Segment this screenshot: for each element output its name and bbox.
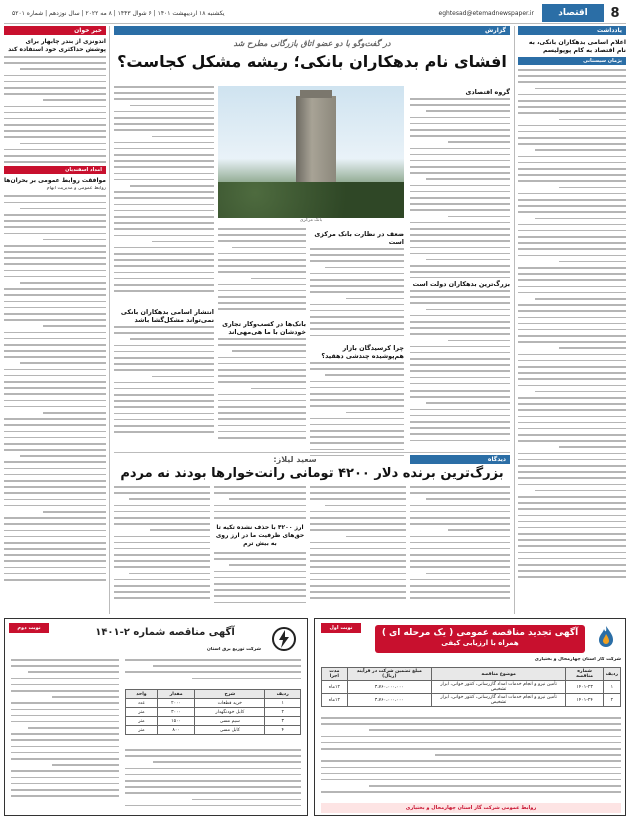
col-subject: موضوع مناقصه bbox=[431, 668, 565, 681]
dateline-row bbox=[4, 10, 542, 17]
col-unit: واحد bbox=[126, 690, 158, 699]
ad-left-body bbox=[11, 659, 119, 809]
second-body-col3b bbox=[214, 552, 306, 610]
main-body-col2 bbox=[310, 228, 404, 448]
opinion-body bbox=[518, 69, 626, 609]
news-headline-2: موافقت روابط عمومی بر بحران‌ها bbox=[4, 177, 106, 184]
col-tender: شماره مناقصه bbox=[566, 668, 603, 681]
main-headline: افشای نام بدهکاران بانکی؛ ریشه مشکل کجاست؟ bbox=[117, 52, 507, 71]
ad-right-table bbox=[321, 667, 621, 707]
main-body-col4 bbox=[114, 86, 214, 448]
pull-quote: ارز ۴۲۰۰ با حذف نشده تکیه تا حق‌های ظرفیت ما در ارز روی به بیش ترم bbox=[215, 524, 305, 547]
second-body-col4 bbox=[114, 486, 210, 610]
electric-logo-icon bbox=[267, 625, 301, 653]
col-time: مدت اجرا bbox=[322, 668, 348, 681]
masthead-bar bbox=[4, 4, 626, 22]
table-row: ۱ ۱۴۰۱-۲۳ تأمین نیرو و انجام خدمات امداد گازرسانی، کنتور خوانی، ابزار تشخیص ۳،۷۶۰،۰۰۰،۰۰۰ ۱۲ماه bbox=[322, 681, 621, 694]
main-body-col1b bbox=[410, 390, 510, 446]
main-story-label: گزارش bbox=[114, 26, 510, 35]
news-column bbox=[4, 26, 106, 614]
col-qty: مقدار bbox=[157, 690, 194, 699]
column-rule bbox=[514, 26, 515, 614]
opinion-author: پژمان سیستانی bbox=[518, 57, 626, 65]
second-body-col1 bbox=[410, 486, 510, 610]
ad-right-company: شرکت گاز استان چهارمحال و بختیاری bbox=[534, 657, 621, 662]
gas-flame-logo-icon bbox=[591, 623, 621, 649]
main-subhead-5: انتشار اسامی بدهکاران بانکی نمی‌تواند مشکل‌گشا باشد bbox=[120, 308, 214, 324]
table-row: ۱ خرید قطعات ۲۰۰۰ عدد bbox=[126, 699, 301, 708]
ad-right-title2: همراه با ارزیابی کیفی bbox=[441, 639, 519, 647]
section-label: اقتصاد bbox=[542, 4, 604, 22]
ad-left-company: شرکت توزیع برق استان bbox=[206, 647, 261, 652]
opinion-headline: اعلام اسامی بدهکاران بانکی، به نام اقتصاد به کام پوپولیسم bbox=[528, 39, 626, 54]
second-kicker: سعید لیلاز: bbox=[273, 455, 317, 464]
main-subhead-3: چرا کرسیدگان بازار هم‌پوشیده چندشی دهقید؟ bbox=[321, 344, 404, 360]
ad-right-badge: نوبت اول bbox=[321, 623, 361, 633]
main-kicker: در گفت‌وگو با دو عضو اتاق بازرگانی مطرح شد bbox=[233, 39, 391, 48]
column-rule-left bbox=[109, 26, 110, 614]
ad-right-body bbox=[321, 717, 621, 801]
bank-photo bbox=[218, 86, 404, 218]
ad-right-title1: آگهی تجدید مناقصه عمومی ( یک مرحله ای ) bbox=[381, 628, 579, 638]
main-body-col1 bbox=[410, 86, 510, 386]
main-story bbox=[114, 26, 510, 71]
table-row: ۲ کابل خودنگهدار ۳۰۰۰ متر bbox=[126, 708, 301, 717]
tender-ad-gas bbox=[314, 618, 626, 816]
news-sub-2: روابط عمومی و مدیریت ابهام bbox=[46, 186, 106, 191]
ad-left-title: آگهی مناقصه شماره ۲-۱۴۰۱ bbox=[95, 627, 235, 638]
col-desc: شرح bbox=[195, 690, 265, 699]
table-row: ۳ سیم مسی ۱۵۰۰ متر bbox=[126, 717, 301, 726]
ad-right-banner bbox=[375, 625, 585, 653]
main-body-col3 bbox=[218, 228, 306, 448]
top-divider bbox=[4, 23, 626, 24]
opinion-label: یادداشت bbox=[518, 26, 626, 35]
main-subhead-2: بزرگ‌ترین بدهکاران دولت است bbox=[412, 280, 510, 288]
news-headline-1: اندونزی از بندر چابهار برای پوشش حداکثری خود استفاده کند bbox=[8, 38, 106, 53]
second-story-label: دیدگاه bbox=[410, 455, 510, 464]
second-label-wrap bbox=[410, 455, 510, 464]
table-row: ۴ کابل مسی ۸۰۰ متر bbox=[126, 726, 301, 735]
trees bbox=[218, 182, 404, 218]
second-body-col3 bbox=[214, 486, 306, 522]
news-label-2: امداد اسفندیان bbox=[4, 166, 106, 174]
photo-caption: بانک مرکزی bbox=[299, 218, 323, 223]
issue-date: یکشنبه ۱۸ اردیبهشت ۱۴۰۱ | ۶ شوال ۱۴۴۳ | ۸ مه ۲۰۲۲ | سال نوزدهم | شماره ۵۲۰۱ bbox=[12, 9, 225, 17]
opinion-column bbox=[518, 26, 626, 614]
ad-badge: نوبت دوم bbox=[9, 623, 49, 633]
story-divider bbox=[114, 452, 510, 453]
tower-top bbox=[300, 90, 332, 98]
email-text[interactable]: eghtesad@etemadnewspaper.ir bbox=[438, 9, 534, 17]
col-row: ردیف bbox=[603, 668, 620, 681]
ad-left-table bbox=[125, 689, 301, 735]
table-row: ۲ ۱۴۰۱-۲۴ تأمین نیرو و انجام خدمات امداد گازرسانی، کنتور خوانی، ابزار تشخیص ۳،۷۶۰،۰۰۰،۰۰۰ ۱۲ماه bbox=[322, 694, 621, 707]
second-body-col2 bbox=[310, 486, 406, 610]
ad-left-notes bbox=[125, 749, 301, 811]
main-byline: گروه اقتصادی bbox=[465, 88, 510, 96]
col-num: ردیف bbox=[265, 690, 301, 699]
main-subhead-4: بانک‌ها در کسب‌وکار تجاری خودشان با ما هی‌مهی‌اند bbox=[222, 320, 306, 336]
second-headline: بزرگ‌ترین برنده دلار ۴۲۰۰ تومانی رانت‌خوارها بودند نه مردم bbox=[120, 466, 504, 481]
ad-right-footer: روابط عمومی شرکت گاز استان چهارمحال و بختیاری bbox=[321, 803, 621, 813]
tender-ad-electric bbox=[4, 618, 308, 816]
page-number: 8 bbox=[604, 4, 626, 22]
col-deposit: مبلغ تضمین شرکت در فرآیند (ریال) bbox=[347, 668, 431, 681]
main-subhead-1: ضعف در نظارت بانک مرکزی است bbox=[314, 230, 404, 246]
tower-building bbox=[296, 96, 336, 186]
ad-left-intro bbox=[125, 659, 301, 687]
news-label: خبر خوان bbox=[4, 26, 106, 35]
